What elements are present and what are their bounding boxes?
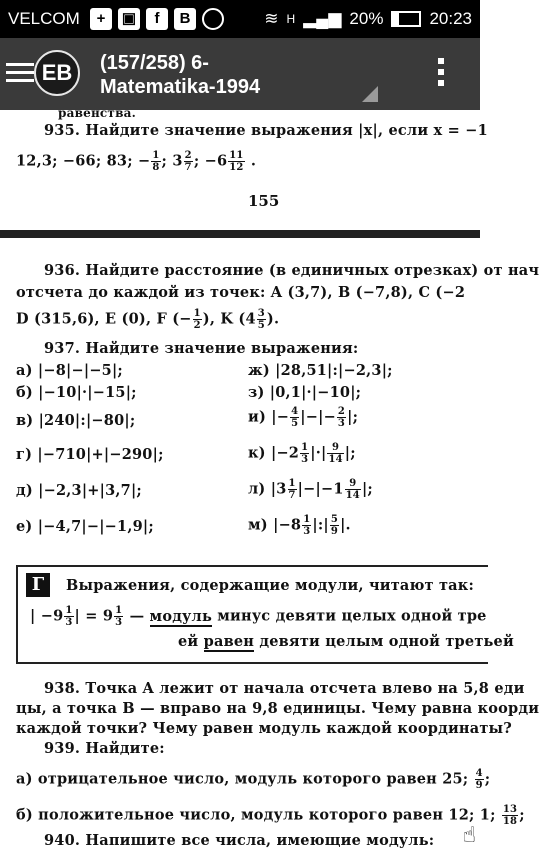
signal-icon: ▂▄▆ bbox=[303, 9, 342, 28]
problem-938-line2: цы, а точка B — вправо на 9,8 единицы. Чему равна коорди bbox=[16, 700, 539, 717]
rule-box bbox=[16, 565, 514, 664]
problem-939-b: б) положительное число, модуль которого равен 12; 1; $\frac{13}{18}$ ; bbox=[16, 804, 525, 827]
problem-937-title: 937. Найдите значение выражения: bbox=[44, 340, 359, 357]
app-bar bbox=[0, 38, 480, 110]
problem-938-line1: 938. Точка A лежит от начала отсчета влево на 5,8 еди bbox=[44, 680, 525, 697]
battery-percent: 20% bbox=[349, 9, 384, 28]
page-number: 155 bbox=[248, 192, 280, 210]
item-zh: ж) |28,51|:|−2,3|; bbox=[248, 362, 393, 379]
problem-938-line3: каждой точки? Чему равен модуль каждой координаты? bbox=[16, 720, 512, 737]
battery-icon bbox=[391, 11, 421, 27]
alarm-icon bbox=[202, 8, 224, 30]
item-m: м) |−8 $\frac{1}{3}$ |:| $\frac{5}{9}$ |. bbox=[248, 514, 351, 537]
problem-939-a: а) отрицательное число, модуль которого равен 25; $\frac{4}{9}$ ; bbox=[16, 768, 491, 791]
clock: 20:23 bbox=[429, 9, 472, 28]
gallery-icon: ▣ bbox=[118, 8, 140, 30]
rule-line2: | −9 $\frac{1}{3}$ | = 9 $\frac{1}{3}$ — модуль минус девяти целых одной тре bbox=[30, 605, 487, 628]
item-e: е) |−4,7|−|−1,9|; bbox=[16, 518, 154, 535]
document-title: (157/258) 6- Matematika-1994 bbox=[100, 52, 261, 98]
item-g: г) |−710|+|−290|; bbox=[16, 446, 164, 463]
carrier-name: VELCOM bbox=[8, 9, 80, 28]
rule-line3: ей равен девяти целым одной третьей bbox=[178, 633, 514, 650]
page-divider bbox=[0, 230, 480, 238]
item-k: к) |−2 $\frac{1}{3}$ |·| $\frac{9}{14}$ |; bbox=[248, 442, 356, 465]
item-z: з) |0,1|·|−10|; bbox=[248, 384, 362, 401]
item-i: и) |− $\frac{4}{5}$ |−|− $\frac{2}{3}$ |; bbox=[248, 406, 359, 429]
item-l: л) |3 $\frac{1}{7}$ |−|−1 $\frac{9}{14}$ |; bbox=[248, 478, 373, 501]
problem-939-title: 939. Найдите: bbox=[44, 740, 165, 757]
item-b: б) |−10|·|−15|; bbox=[16, 384, 137, 401]
document-page[interactable] bbox=[0, 106, 539, 854]
problem-940-title: 940. Напишите все числа, имеющие модуль: bbox=[44, 832, 435, 849]
menu-icon[interactable] bbox=[6, 58, 34, 86]
status-bar bbox=[0, 0, 480, 38]
item-v: в) |240|:|−80|; bbox=[16, 412, 136, 429]
rule-line1: Выражения, содержащие модули, читают так: bbox=[66, 577, 474, 594]
overflow-menu-icon[interactable] bbox=[438, 58, 444, 91]
network-type: H bbox=[286, 12, 296, 26]
prev-text: равенства. bbox=[58, 106, 136, 120]
vk-icon: B bbox=[174, 8, 196, 30]
corner-indicator-icon bbox=[362, 86, 378, 102]
hand-cursor-icon: ☝ bbox=[462, 823, 476, 848]
problem-936-line1: 936. Найдите расстояние (в единичных отрезках) от нач bbox=[44, 262, 539, 279]
problem-936-line2: отсчета до каждой из точек: A (3,7), B (−7,8), C (−2 bbox=[16, 284, 466, 301]
item-d: д) |−2,3|+|3,7|; bbox=[16, 482, 142, 499]
problem-935: 935. Найдите значение выражения |x|, если x = −1 bbox=[44, 122, 488, 139]
item-a: а) |−8|−|−5|; bbox=[16, 362, 123, 379]
facebook-icon: f bbox=[146, 8, 168, 30]
wifi-icon: ≋ bbox=[264, 9, 279, 28]
notification-icons bbox=[90, 8, 224, 30]
add-icon: + bbox=[90, 8, 112, 30]
problem-936-line3: D (315,6), E (0), F (− $\frac{1}{2}$ ), K (4 $\frac{3}{5}$ ). bbox=[16, 308, 280, 331]
app-logo[interactable]: ЕВ bbox=[34, 50, 80, 96]
problem-935-values: 12,3; −66; 83; − $\frac{1}{8}$ ; 3 $\frac{2}{7}$ ; −6 $\frac{11}{12}$ . bbox=[16, 150, 257, 173]
rule-icon: Г bbox=[26, 573, 50, 597]
